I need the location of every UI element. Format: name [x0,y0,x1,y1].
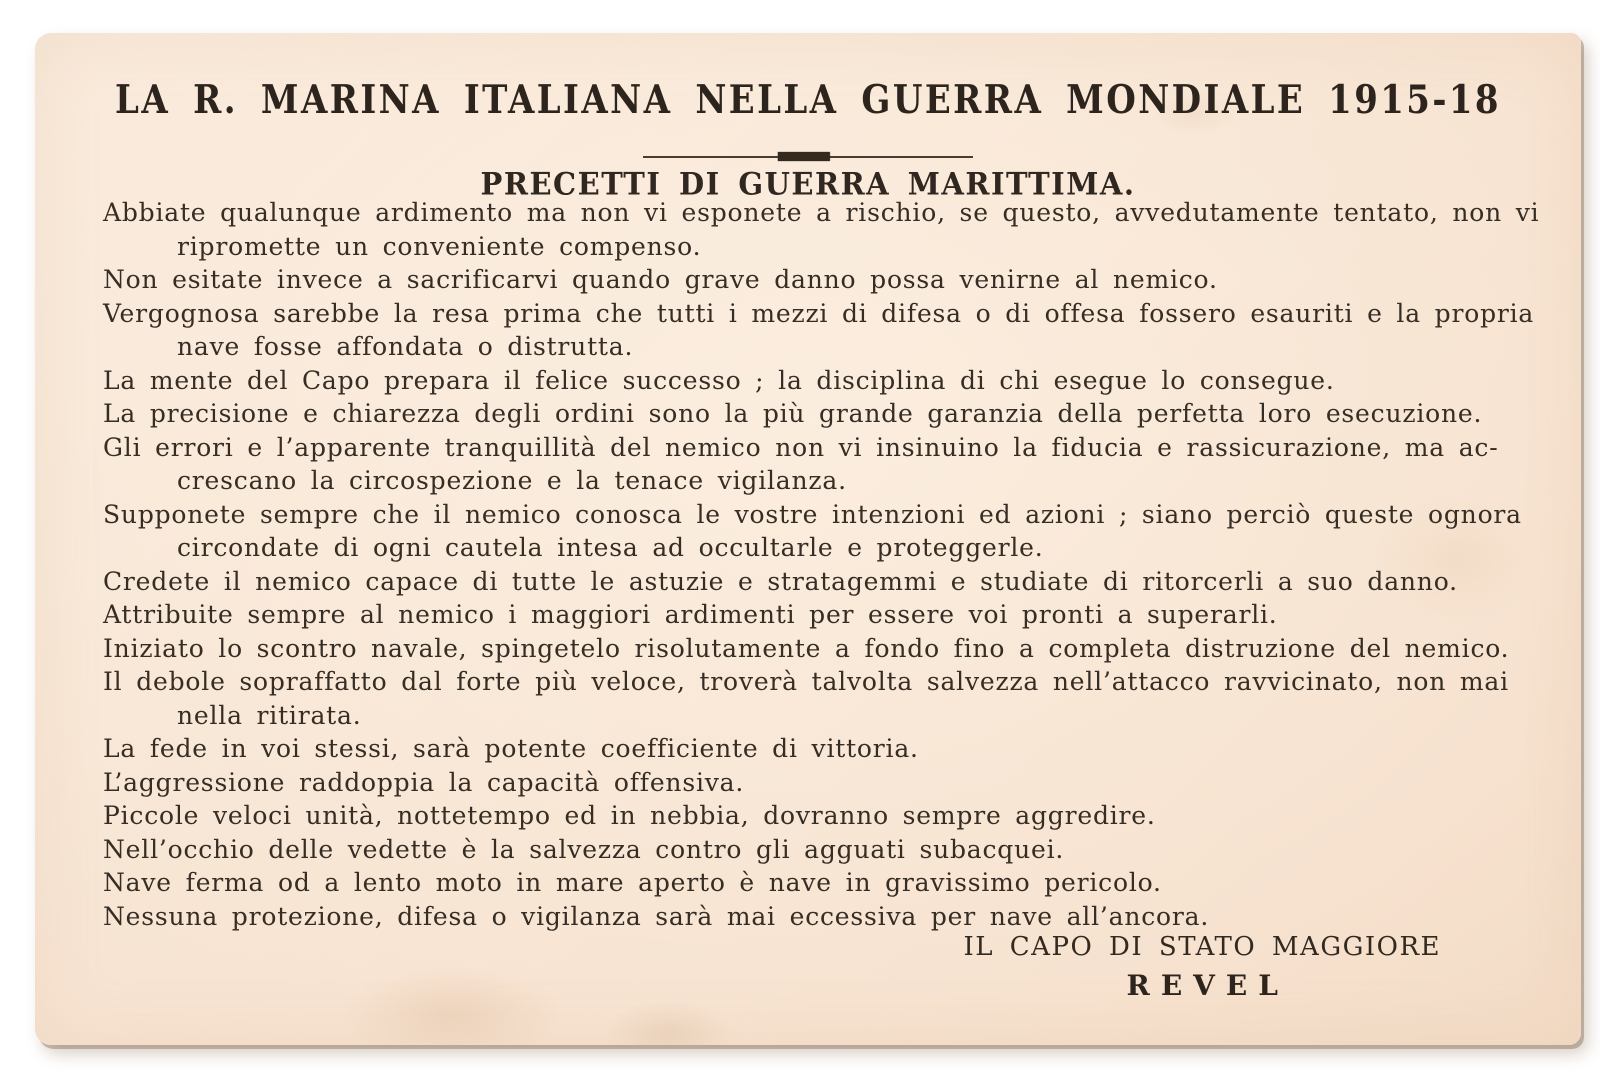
precept-line: Nell’occhio delle vedette è la salvezza contro gli agguati subacquei. [103,834,1065,864]
precept-line: La fede in voi stessi, sarà potente coefficiente di vittoria. [103,734,919,763]
precept-line: Nessuna protezione, difesa o vigilanza sarà mai eccessiva per nave all’ancora. [103,901,1210,931]
signature-role: IL CAPO DI STATO MAGGIORE [963,932,1441,962]
signature-block [963,929,1441,1006]
precept-line: Supponete sempre che il nemico conosca le vostre intenzioni ed azioni ; siano perciò queste ognora [103,499,1522,529]
precept-line: Iniziato lo scontro navale, spingetelo risolutamente a fondo fino a completa distruzione del nemico. [103,633,1510,663]
precept-line: L’aggressione raddoppia la capacità offensiva. [103,767,745,797]
precept-line: Piccole veloci unità, nottetempo ed in nebbia, dovranno sempre aggredire. [103,801,1156,830]
precept-line: Nave ferma od a lento moto in mare aperto è nave in gravissimo pericolo. [103,868,1162,897]
precept-line: Il debole sopraffatto dal forte più veloce, troverà talvolta salvezza nell’attacco ravvicinato, non mai [103,667,1509,696]
precept-line: Gli errori e l’apparente tranquillità del nemico non vi insinuino la fiducia e rassicurazione, ma ac- [103,432,1499,462]
precept-line: Credete il nemico capace di tutte le astuzie e stratagemmi e studiate di ritorcerli a suo danno. [103,566,1458,596]
precept-line: nave fosse affondata o distrutta. [177,332,634,361]
precept-line: Vergognosa sarebbe la resa prima che tutti i mezzi di difesa o di offesa fossero esauriti e la propria [103,298,1535,328]
precepts-list [103,196,1541,933]
precept-line: ripromette un conveniente compenso. [177,231,702,261]
precept-line: Non esitate invece a sacrificarvi quando grave danno possa venirne al nemico. [103,265,1218,294]
ornamental-divider [643,152,973,161]
divider-center-nub [778,152,830,161]
precept-line: crescano la circospezione e la tenace vigilanza. [177,466,847,495]
precept-line: nella ritirata. [177,700,362,730]
signature-name: REVEL [1126,969,1289,1002]
postcard [35,33,1581,1045]
section-subtitle: PRECETTI DI GUERRA MARITTIMA. [480,166,1136,202]
precept-line: circondate di ogni cautela intesa ad occultarle e proteggerle. [177,533,1044,562]
precept-line: La mente del Capo prepara il felice successo ; la disciplina di chi esegue lo consegue. [103,365,1335,395]
page-title: LA R. MARINA ITALIANA NELLA GUERRA MONDIALE 1915-18 [115,77,1501,123]
precept-line: Abbiate qualunque ardimento ma non vi esponete a rischio, se questo, avvedutamente tentato, non vi [103,198,1540,227]
precept-line: Attribuite sempre al nemico i maggiori ardimenti per essere voi pronti a superarli. [103,600,1278,629]
precept-line: La precisione e chiarezza degli ordini sono la più grande garanzia della perfetta loro esecuzione. [103,399,1483,428]
